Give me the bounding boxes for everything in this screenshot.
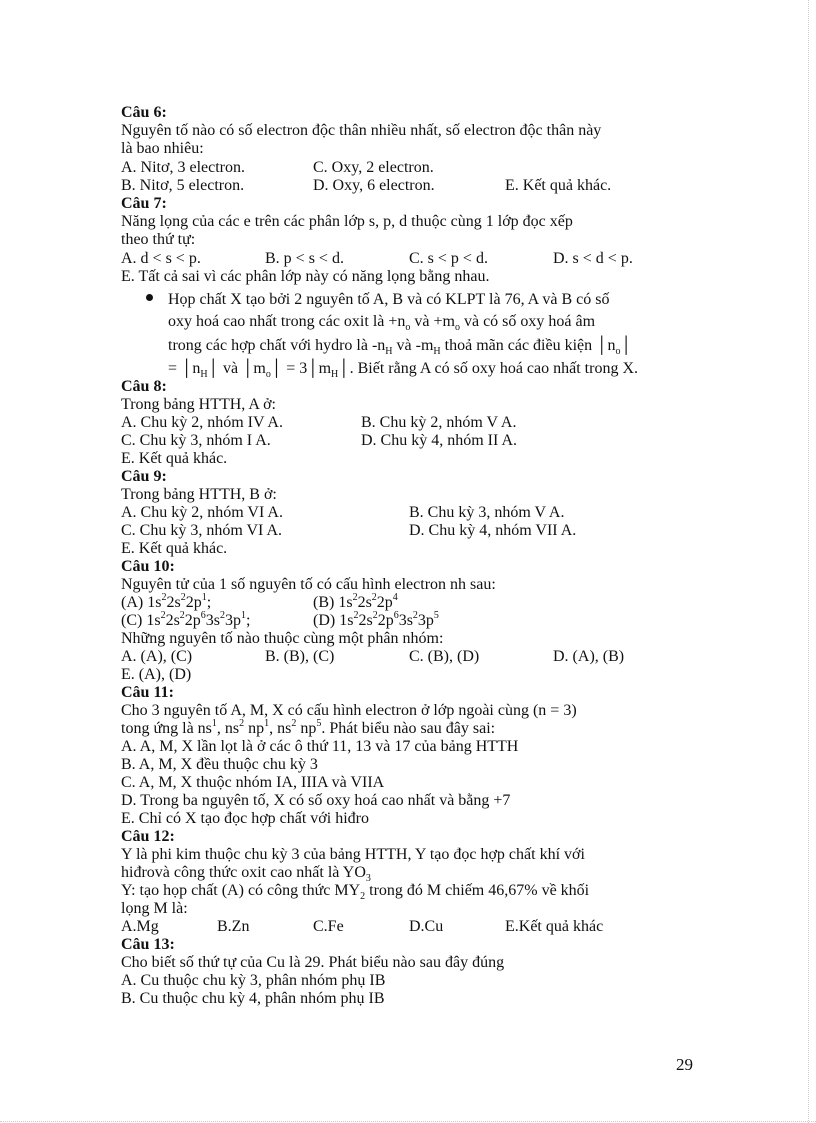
stem-text-2: oxy hoá cao nhất trong các oxit là $+n_o$ và $+m_o$ và có số oxy hoá âm [168,313,596,334]
option-a: A. A, M, X lần lọt là ở các ô thứ 11, 13 và 17 của bảng HTTH [121,738,519,755]
question-13-title: Câu 13: [121,936,175,953]
option-d: D. (A), (B) [553,648,625,665]
question-12-text-3: Y: tạo họp chất (A) có công thức $MY_2$ trong đó M chiếm 46,67% về khối [121,882,590,903]
config-c: (C) $1s^22s^22p^63s^23p^1$; [121,609,251,629]
option-d: D. Chu kỳ 4, nhóm II A. [361,432,517,449]
option-b: B. A, M, X đều thuộc chu kỳ 3 [121,756,318,773]
option-b: B. p < s < d. [265,250,344,267]
config-a: (A) $1s^22s^22p^1$; [121,591,212,611]
question-11-title: Câu 11: [121,684,174,701]
stem-text: Họp chất X tạo bởi 2 nguyên tố A, B và có KLPT là 76, A và B có số [168,291,610,308]
option-b: B.Zn [217,918,250,935]
option-b: B. Chu kỳ 2, nhóm V A. [361,414,517,431]
option-a: A. Nitơ, 3 electron. [121,159,245,176]
stem-text-4: = $│n_H│$ và $│m_o│$ = $3│m_H│$. Biết rằng A có số oxy hoá cao nhất trong X. [168,360,638,381]
stem-text-3: trong các hợp chất với hydro là $-n_H$ và $-m_H$ thoả mãn các điều kiện $│n_o│$ [168,337,632,358]
option-e: E. Chỉ có X tạo đọc hợp chất với hiđro [121,810,369,827]
question-10-text-2: Những nguyên tố nào thuộc cùng một phân nhóm: [121,630,444,647]
question-10-title: Câu 10: [121,558,175,575]
option-e: E. (A), (D) [121,666,192,683]
option-a: A. Chu kỳ 2, nhóm VI A. [121,504,283,521]
option-a: A. Cu thuộc chu kỳ 3, phân nhóm phụ IB [121,972,386,989]
question-12-text: Y là phi kim thuộc chu kỳ 3 của bảng HTTH, Y tạo đọc hợp chất khí với [121,846,585,863]
question-11-text-2: tong ứng là $ns^1$, $ns^2$ $np^1$, $ns^2$ $np^5$. Phát biểu nào sau đây sai: [121,717,496,737]
option-c: C. Oxy, 2 electron. [313,159,434,176]
question-9-text: Trong bảng HTTH, B ở: [121,486,277,503]
question-8-text: Trong bảng HTTH, A ở: [121,396,276,413]
option-e: E. Tất cả sai vì các phân lớp này có năng lọng bằng nhau. [121,268,490,285]
option-e: E. Kết quả khác. [121,540,228,557]
option-e: E. Kết quả khác. [121,450,228,467]
question-9-title: Câu 9: [121,468,167,485]
option-d: D. s < d < p. [553,250,633,267]
option-d: D. Chu kỳ 4, nhóm VII A. [409,522,577,539]
page-number: 29 [676,1055,693,1074]
option-c: C. (B), (D) [409,648,480,665]
question-6-text: Nguyên tố nào có số electron độc thân nhiều nhất, số electron độc thân này [121,122,602,139]
question-8-title: Câu 8: [121,378,167,395]
option-c: C. A, M, X thuộc nhóm IA, IIIA và VIIA [121,774,385,791]
option-e: E. Kết quả khác. [505,177,612,194]
option-a: A. Chu kỳ 2, nhóm IV A. [121,414,283,431]
page-edge-bottom [0,1121,816,1122]
option-a: A. (A), (C) [121,648,193,665]
option-b: B. Nitơ, 5 electron. [121,177,245,194]
question-12-text-4: lọng M là: [121,900,188,917]
option-e: E.Kết quả khác [505,918,604,935]
config-b: (B) $1s^22s^22p^4$ [313,591,398,611]
question-7-title: Câu 7: [121,195,167,212]
option-a: A. d < s < p. [121,250,201,267]
option-d: D. Trong ba nguyên tố, X có số oxy hoá cao nhất và bằng +7 [121,792,511,809]
question-7-text-2: theo thứ tự: [121,231,196,248]
question-13-text: Cho biết số thứ tự của Cu là 29. Phát biểu nào sau đây đúng [121,954,505,971]
question-6-title: Câu 6: [121,104,167,121]
config-d: (D) $1s^22s^22p^63s^23p^5$ [313,609,439,629]
question-12-text-2: hiđrovà công thức oxit cao nhất là $YO_3$ [121,864,371,885]
option-c: C. Chu kỳ 3, nhóm I A. [121,432,271,449]
question-10-text: Nguyên tử của 1 số nguyên tố có cấu hình electron nh sau: [121,576,496,593]
question-7-text: Năng lọng của các e trên các phân lớp s, p, d thuộc cùng 1 lớp đọc xếp [121,213,573,230]
option-d: D.Cu [409,918,444,935]
option-d: D. Oxy, 6 electron. [313,177,435,194]
option-c: C. Chu kỳ 3, nhóm VI A. [121,522,283,539]
option-a: A.Mg [121,918,159,935]
option-c: C. s < p < d. [409,250,488,267]
question-11-text: Cho 3 nguyên tố A, M, X có cấu hình electron ở lớp ngoài cùng (n = 3) [121,702,577,719]
bullet-icon [146,294,153,301]
page-edge-right [808,0,809,1123]
option-b: B. Cu thuộc chu kỳ 4, phân nhóm phụ IB [121,990,385,1007]
question-6-text-2: là bao nhiêu: [121,140,204,157]
question-12-title: Câu 12: [121,828,175,845]
option-b: B. (B), (C) [265,648,335,665]
option-b: B. Chu kỳ 3, nhóm V A. [409,504,565,521]
option-c: C.Fe [313,918,344,935]
